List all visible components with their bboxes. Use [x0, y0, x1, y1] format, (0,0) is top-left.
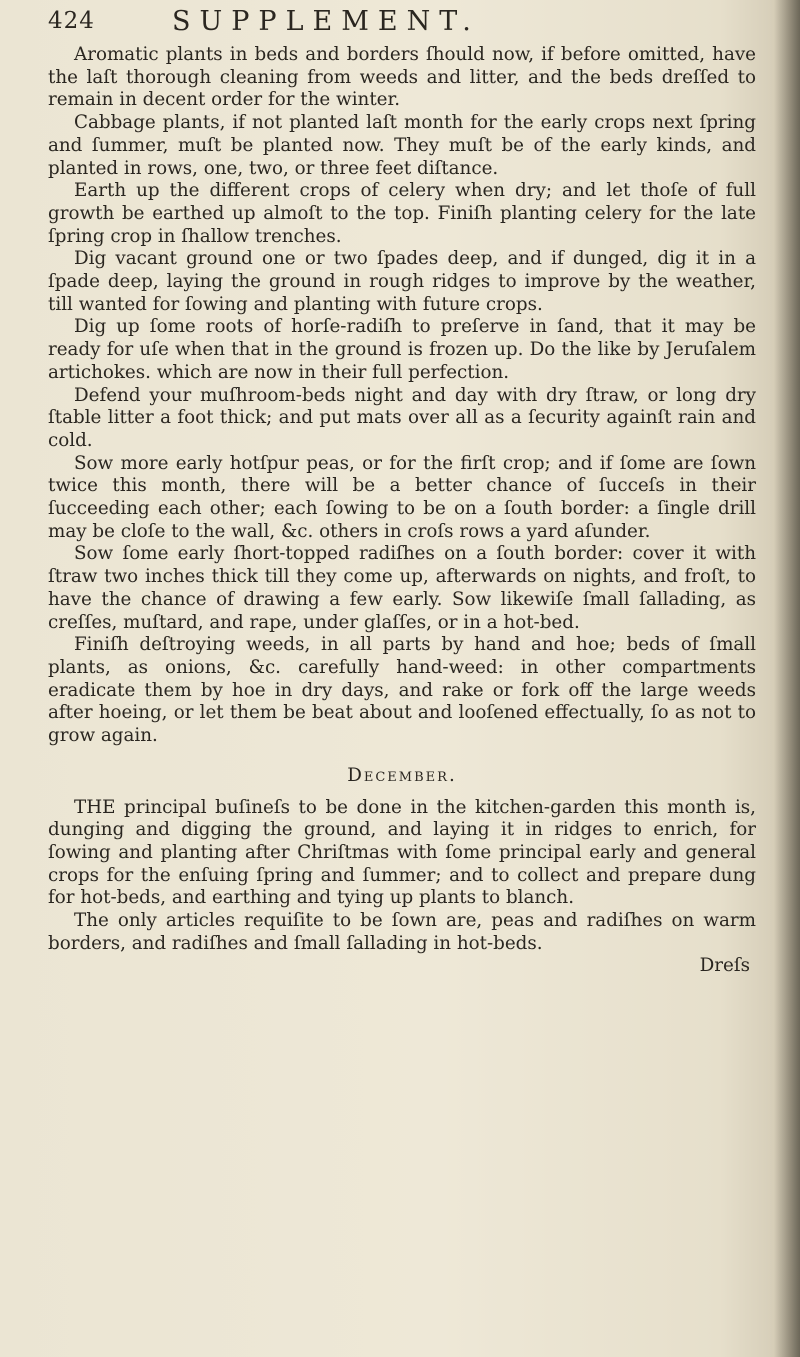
- paragraph-mushroom-beds: Defend your muſhroom-beds night and day with dry ſtraw, or long dry ſtable litter a foot thick; and put mats over all as a ſecurity againſt rain and cold.: [48, 384, 756, 451]
- page-header: [48, 6, 748, 42]
- paragraph-destroying-weeds: Finiſh deſtroying weeds, in all parts by hand and hoe; beds of ſmall plants, as onions, &c. carefully hand-weed: in other compartments eradicate them by hoe in dry days, and rake or fork off the large weeds after hoeing, or let them be beat about and looſened effectually, ſo as not to grow again.: [48, 634, 756, 747]
- paragraph-horse-radish: Dig up ſome roots of horſe-radiſh to preſerve in ſand, that it may be ready for uſe when that in the ground is frozen up. Do the like by Jeruſalem artichokes. which are now in their full perfection.: [48, 316, 756, 383]
- paragraph-december-business: THE principal buſineſs to be done in the kitchen-garden this month is, dunging and digging the ground, and laying it in ridges to enrich, for ſowing and planting after Chriſtmas with ſome principal early and general crops for the enſuing ſpring and ſummer; and to collect and prepare dung for hot-beds, and earthing and tying up plants to blanch.: [48, 796, 756, 909]
- page-body: [48, 44, 756, 978]
- section-heading-december: December.: [347, 764, 457, 786]
- paragraph-december-sowing: The only articles requiſite to be ſown are, peas and radiſhes on warm borders, and radiſhes and ſmall ſallading in hot-beds.: [48, 910, 756, 954]
- page-edge-shadow: [774, 0, 800, 1357]
- paragraph-aromatic-plants: Aromatic plants in beds and borders ſhould now, if before omitted, have the laſt thorough cleaning from weeds and litter, and the beds dreſſed to remain in decent order for the winter.: [48, 44, 756, 111]
- catchword: Dreſs: [699, 955, 750, 977]
- paragraph-cabbage-plants: Cabbage plants, if not planted laſt month for the early crops next ſpring and ſummer, muſt be planted now. They muſt be of the early kinds, and planted in rows, one, two, or three feet diſtance.: [48, 112, 756, 179]
- paragraph-dig-vacant-ground: Dig vacant ground one or two ſpades deep, and if dunged, dig it in a ſpade deep, laying the ground in rough ridges to improve by the weather, till wanted for ſowing and planting with future crops.: [48, 248, 756, 315]
- page-number: 424: [48, 8, 95, 34]
- running-title: SUPPLEMENT.: [172, 6, 480, 37]
- paragraph-radishes: Sow ſome early ſhort-topped radiſhes on a ſouth border: cover it with ſtraw two inches thick till they come up, afterwards on nights, and froſt, to have the chance of drawing a few early. Sow likewiſe ſmall ſallading, as creſſes, muſtard, and rape, under glaſſes, or in a hot-bed.: [48, 543, 756, 633]
- paragraph-celery: Earth up the different crops of celery when dry; and let thoſe of full growth be earthed up almoſt to the top. Finiſh planting celery for the late ſpring crop in ſhallow trenches.: [48, 180, 756, 247]
- paragraph-hotspur-peas: Sow more early hotſpur peas, or for the firſt crop; and if ſome are ſown twice this month, there will be a better chance of ſucceſs in their ſucceeding each other; each ſowing to be on a ſouth border: a ſingle drill may be cloſe to the wall, &c. others in croſs rows a yard aſunder.: [48, 452, 756, 542]
